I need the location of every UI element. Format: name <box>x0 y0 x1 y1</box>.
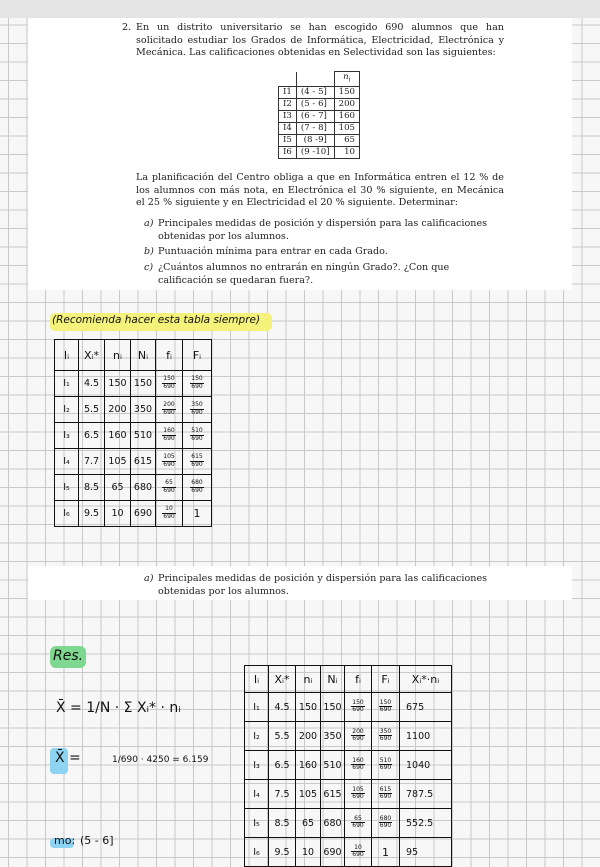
cell-F <box>372 693 400 722</box>
fraction-den: 690 <box>191 460 203 468</box>
fraction <box>162 480 175 494</box>
mode-value: (5 - 6] <box>80 834 114 847</box>
item-a-label: a) <box>144 218 154 229</box>
table-row <box>245 809 452 838</box>
row-n: 160 <box>334 110 359 122</box>
frequency-table-header <box>55 340 212 371</box>
fraction-num: 160 <box>352 756 364 764</box>
cell-f <box>345 780 372 809</box>
fraction-den: 690 <box>352 822 364 830</box>
fraction-num: 510 <box>191 427 203 435</box>
cell-N: 510 <box>131 423 156 449</box>
problem-intro: En un distrito universitario se han escogido 690 alumnos que han solicitado estudiar los Grados de Informática, Electricidad, Electrónica y Mecánica. Las calificaciones obtenidas en Selectividad son las siguientes: <box>136 22 504 59</box>
table-row <box>245 838 452 867</box>
mean-formula: X̄ = 1/N · Σ Xᵢ* · nᵢ <box>56 700 181 716</box>
fraction-num: 150 <box>191 375 203 383</box>
header-cell: Xᵢ* <box>269 666 296 693</box>
cell-n: 160 <box>105 423 131 449</box>
mean-value-label: X̄ = <box>55 750 81 766</box>
fraction <box>379 700 392 714</box>
header-cell: fᵢ <box>156 340 183 371</box>
fraction-num: 615 <box>379 785 392 793</box>
cell-x: 7.5 <box>269 780 296 809</box>
mode-label: mo: <box>54 834 76 847</box>
cell-F <box>372 722 400 751</box>
cell-n: 150 <box>296 693 321 722</box>
repeat-item-text: Principales medidas de posición y dispersión para las calificaciones obtenidas por los alumnos. <box>158 573 488 597</box>
fraction-num: 510 <box>379 756 392 764</box>
fraction <box>162 454 175 468</box>
header-n-sub: i <box>348 76 351 84</box>
cell-n: 10 <box>296 838 321 867</box>
cell-F <box>372 809 400 838</box>
cell-x: 5.5 <box>79 397 105 423</box>
cell-I: I₅ <box>245 809 269 838</box>
fraction-den: 690 <box>379 735 392 743</box>
cell-N: 150 <box>131 371 156 397</box>
fraction <box>190 402 203 416</box>
cell-N: 690 <box>131 501 156 527</box>
cell-I: I₅ <box>55 475 79 501</box>
item-b-label: b) <box>144 246 154 257</box>
cell-n: 150 <box>105 371 131 397</box>
cell-xn: 1100 <box>400 722 452 751</box>
fraction-num: 150 <box>379 698 392 706</box>
row-id: I2 <box>279 98 297 110</box>
fraction <box>351 700 364 714</box>
cell-f <box>345 809 372 838</box>
header-cell: Nᵢ <box>321 666 345 693</box>
table-row <box>55 449 212 475</box>
row-id: I6 <box>279 146 297 158</box>
item-a-text: Principales medidas de posición y dispersión para las calificaciones obtenidas por los alumnos. <box>158 218 488 242</box>
cell-f <box>156 371 183 397</box>
fraction-den: 690 <box>379 706 392 714</box>
cell-x: 5.5 <box>269 722 296 751</box>
cell-I: I₃ <box>245 751 269 780</box>
cell-n: 160 <box>296 751 321 780</box>
problem-number: 2. <box>122 22 132 33</box>
frequency-table-extended <box>244 665 452 867</box>
repeat-item-label: a) <box>144 573 154 584</box>
fraction-num: 105 <box>163 453 175 461</box>
cell-n: 65 <box>105 475 131 501</box>
cell-I: I₄ <box>55 449 79 475</box>
cell-F: 1 <box>372 838 400 867</box>
cell-n: 200 <box>296 722 321 751</box>
fraction-num: 350 <box>191 401 203 409</box>
fraction <box>190 454 203 468</box>
row-id: I1 <box>279 86 297 98</box>
cell-f <box>345 751 372 780</box>
cell-xn: 675 <box>400 693 452 722</box>
table-row <box>55 371 212 397</box>
fraction-num: 350 <box>379 727 392 735</box>
fraction <box>351 845 364 859</box>
cell-f <box>156 423 183 449</box>
table-row <box>245 751 452 780</box>
fraction-den: 690 <box>352 851 364 859</box>
cell-N: 690 <box>321 838 345 867</box>
fraction-den: 690 <box>163 434 175 442</box>
row-id: I3 <box>279 110 297 122</box>
fraction-den: 690 <box>352 706 364 714</box>
fraction <box>190 428 203 442</box>
cell-f <box>156 449 183 475</box>
cell-x: 4.5 <box>269 693 296 722</box>
frequency-table <box>54 339 212 527</box>
cell-f <box>345 722 372 751</box>
fraction <box>351 758 364 772</box>
header-cell: Fᵢ <box>372 666 400 693</box>
fraction <box>162 506 175 520</box>
header-cell: Fᵢ <box>183 340 212 371</box>
fraction-num: 65 <box>162 480 175 488</box>
fraction-num: 105 <box>352 785 364 793</box>
fraction-num: 680 <box>191 479 203 487</box>
table-row <box>279 86 360 98</box>
fraction <box>351 729 364 743</box>
table-row <box>55 501 212 527</box>
fraction-den: 690 <box>191 382 203 390</box>
table-row <box>55 423 212 449</box>
planning-text: La planificación del Centro obliga a que en Informática entren el 12 % de los alumnos con más nota, en Electrónica el 30 % siguiente, en Mecánica el 25 % siguiente y en Electricidad el 20 % siguiente. Determinar: <box>136 172 504 209</box>
cell-F <box>372 751 400 780</box>
cell-F <box>183 371 212 397</box>
row-interval: (5 - 6] <box>296 98 334 110</box>
fraction-num: 10 <box>351 845 364 853</box>
fraction-num: 200 <box>163 401 175 409</box>
row-n: 105 <box>334 122 359 134</box>
item-c-label: c) <box>144 262 154 273</box>
cell-N: 615 <box>321 780 345 809</box>
row-interval: (8 -9] <box>296 134 334 146</box>
cell-n: 105 <box>105 449 131 475</box>
cell-I: I₁ <box>55 371 79 397</box>
fraction-den: 690 <box>163 460 175 468</box>
cell-x: 7.7 <box>79 449 105 475</box>
fraction-den: 690 <box>163 408 175 416</box>
fraction <box>190 376 203 390</box>
item-c-text: ¿Cuántos alumnos no entrarán en ningún Grado?. ¿Con que calificación se quedaran fuera?. <box>158 262 450 286</box>
table-row <box>279 134 360 146</box>
cell-N: 615 <box>131 449 156 475</box>
fraction <box>190 480 203 494</box>
cell-F: 1 <box>183 501 212 527</box>
cell-f <box>345 838 372 867</box>
fraction-den: 690 <box>379 822 392 830</box>
row-n: 10 <box>334 146 359 158</box>
row-interval: (4 - 5] <box>296 86 334 98</box>
cell-F <box>183 397 212 423</box>
cell-x: 9.5 <box>79 501 105 527</box>
fraction-den: 690 <box>191 408 203 416</box>
fraction-den: 690 <box>379 764 392 772</box>
table-row <box>55 397 212 423</box>
cell-F <box>372 780 400 809</box>
cell-f <box>345 693 372 722</box>
header-cell: Iᵢ <box>55 340 79 371</box>
fraction <box>162 376 175 390</box>
fraction-den: 690 <box>163 486 175 494</box>
row-n: 65 <box>334 134 359 146</box>
row-n: 200 <box>334 98 359 110</box>
res-label: Res. <box>53 648 84 664</box>
cell-x: 8.5 <box>79 475 105 501</box>
fraction-num: 615 <box>191 453 203 461</box>
fraction-num: 150 <box>163 375 175 383</box>
cell-x: 6.5 <box>79 423 105 449</box>
cell-I: I₁ <box>245 693 269 722</box>
row-id: I5 <box>279 134 297 146</box>
cell-N: 680 <box>321 809 345 838</box>
cell-n: 10 <box>105 501 131 527</box>
fraction-den: 690 <box>191 434 203 442</box>
header-cell: Xᵢ*·nᵢ <box>400 666 452 693</box>
cell-N: 350 <box>131 397 156 423</box>
cell-f <box>156 501 183 527</box>
fraction <box>162 428 175 442</box>
header-cell: nᵢ <box>105 340 131 371</box>
cell-I: I₃ <box>55 423 79 449</box>
cell-xn: 95 <box>400 838 452 867</box>
fraction <box>379 787 392 801</box>
cell-F <box>183 449 212 475</box>
header-cell: Nᵢ <box>131 340 156 371</box>
row-id: I4 <box>279 122 297 134</box>
fraction <box>162 402 175 416</box>
header-cell: Xᵢ* <box>79 340 105 371</box>
cell-N: 510 <box>321 751 345 780</box>
header-cell: fᵢ <box>345 666 372 693</box>
cell-I: I₂ <box>55 397 79 423</box>
cell-f <box>156 475 183 501</box>
cell-f <box>156 397 183 423</box>
header-cell: Iᵢ <box>245 666 269 693</box>
fraction-den: 690 <box>352 735 364 743</box>
cell-n: 200 <box>105 397 131 423</box>
header-cell: nᵢ <box>296 666 321 693</box>
table-row <box>279 98 360 110</box>
fraction-den: 690 <box>163 512 175 520</box>
cell-xn: 787.5 <box>400 780 452 809</box>
fraction-num: 10 <box>162 506 175 514</box>
cell-xn: 552.5 <box>400 809 452 838</box>
cell-I: I₂ <box>245 722 269 751</box>
fraction-den: 690 <box>352 793 364 801</box>
item-b-text: Puntuación mínima para entrar en cada Grado. <box>158 246 388 257</box>
top-strip <box>0 0 600 18</box>
handwritten-note: (Recomienda hacer esta tabla siempre) <box>52 314 261 326</box>
cell-xn: 1040 <box>400 751 452 780</box>
fraction-num: 65 <box>351 816 364 824</box>
grades-table <box>278 71 360 159</box>
grades-table-header <box>279 72 360 87</box>
fraction <box>379 758 392 772</box>
row-interval: (9 -10] <box>296 146 334 158</box>
fraction <box>379 816 392 830</box>
cell-N: 150 <box>321 693 345 722</box>
row-interval: (6 - 7] <box>296 110 334 122</box>
cell-N: 680 <box>131 475 156 501</box>
row-n: 150 <box>334 86 359 98</box>
cell-n: 105 <box>296 780 321 809</box>
cell-I: I₆ <box>245 838 269 867</box>
table-row <box>279 110 360 122</box>
fraction-num: 680 <box>379 814 392 822</box>
cell-x: 8.5 <box>269 809 296 838</box>
table-row <box>279 122 360 134</box>
fraction-num: 160 <box>163 427 175 435</box>
header-n: n <box>343 72 349 82</box>
cell-F <box>183 475 212 501</box>
fraction <box>379 729 392 743</box>
cell-I: I₆ <box>55 501 79 527</box>
cell-F <box>183 423 212 449</box>
table-row <box>279 146 360 158</box>
fraction-den: 690 <box>191 486 203 494</box>
cell-x: 4.5 <box>79 371 105 397</box>
fraction-num: 150 <box>352 698 364 706</box>
frequency-table-header <box>245 666 452 693</box>
fraction <box>351 787 364 801</box>
mean-value: 1/690 · 4250 = 6.159 <box>112 755 209 765</box>
cell-I: I₄ <box>245 780 269 809</box>
cell-x: 6.5 <box>269 751 296 780</box>
fraction-den: 690 <box>163 382 175 390</box>
table-row <box>245 693 452 722</box>
fraction-num: 200 <box>352 727 364 735</box>
table-row <box>245 780 452 809</box>
cell-x: 9.5 <box>269 838 296 867</box>
fraction-den: 690 <box>352 764 364 772</box>
fraction <box>351 816 364 830</box>
row-interval: (7 - 8] <box>296 122 334 134</box>
table-row <box>245 722 452 751</box>
cell-n: 65 <box>296 809 321 838</box>
fraction-den: 690 <box>379 793 392 801</box>
table-row <box>55 475 212 501</box>
cell-N: 350 <box>321 722 345 751</box>
